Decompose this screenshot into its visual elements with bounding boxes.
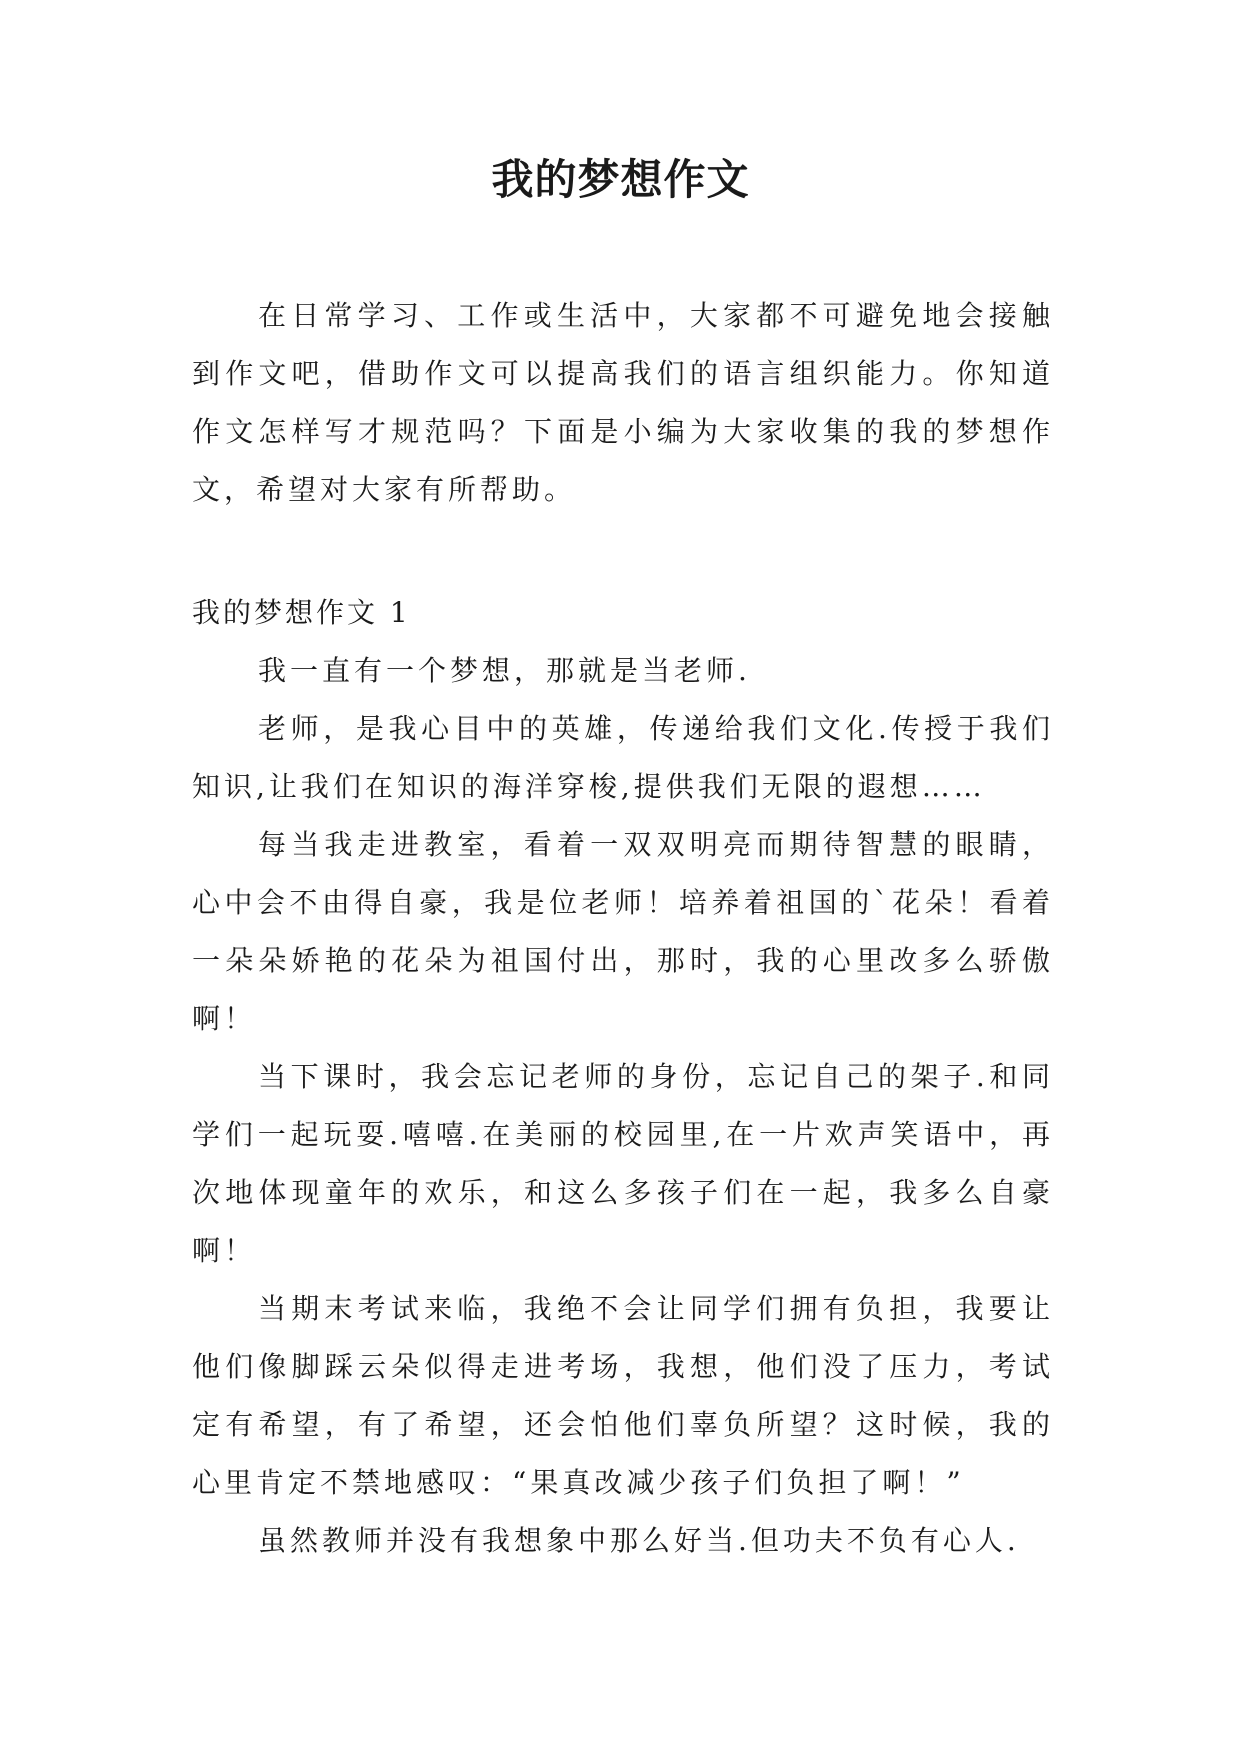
essay-paragraph: 老师，是我心目中的英雄，传递给我们文化.传授于我们知识,让我们在知识的海洋穿梭,提供我们无限的遐想…… — [192, 712, 1054, 803]
intro-paragraph: 在日常学习、工作或生活中，大家都不可避免地会接触到作文吧，借助作文可以提高我们的语言组织能力。你知道作文怎样写才规范吗？下面是小编为大家收集的我的梦想作文，希望对大家有所帮助。 — [192, 299, 1054, 506]
essay-paragraph: 当期末考试来临，我绝不会让同学们拥有负担，我要让他们像脚踩云朵似得走进考场，我想，他们没了压力，考试定有希望，有了希望，还会怕他们辜负所望？这时候，我的心里肯定不禁地感叹：“果真改减少孩子们负担了啊！” — [192, 1292, 1054, 1499]
essay-paragraph: 当下课时，我会忘记老师的身份，忘记自己的架子.和同学们一起玩耍.嘻嘻.在美丽的校园里,在一片欢声笑语中，再次地体现童年的欢乐，和这么多孩子们在一起，我多么自豪啊！ — [192, 1060, 1054, 1267]
section-heading: 我的梦想作文 1 — [192, 596, 411, 629]
essay-section — [192, 584, 1054, 1570]
document-title: 我的梦想作文 — [491, 155, 750, 204]
essay-paragraph: 我一直有一个梦想，那就是当老师. — [258, 654, 751, 687]
essay-paragraph: 虽然教师并没有我想象中那么好当.但功夫不负有心人. — [258, 1524, 1020, 1557]
essay-paragraph: 每当我走进教室，看着一双双明亮而期待智慧的眼睛，心中会不由得自豪，我是位老师！培养着祖国的`花朵！看着一朵朵娇艳的花朵为祖国付出，那时，我的心里改多么骄傲啊！ — [192, 828, 1054, 1035]
intro-section — [192, 287, 1054, 519]
